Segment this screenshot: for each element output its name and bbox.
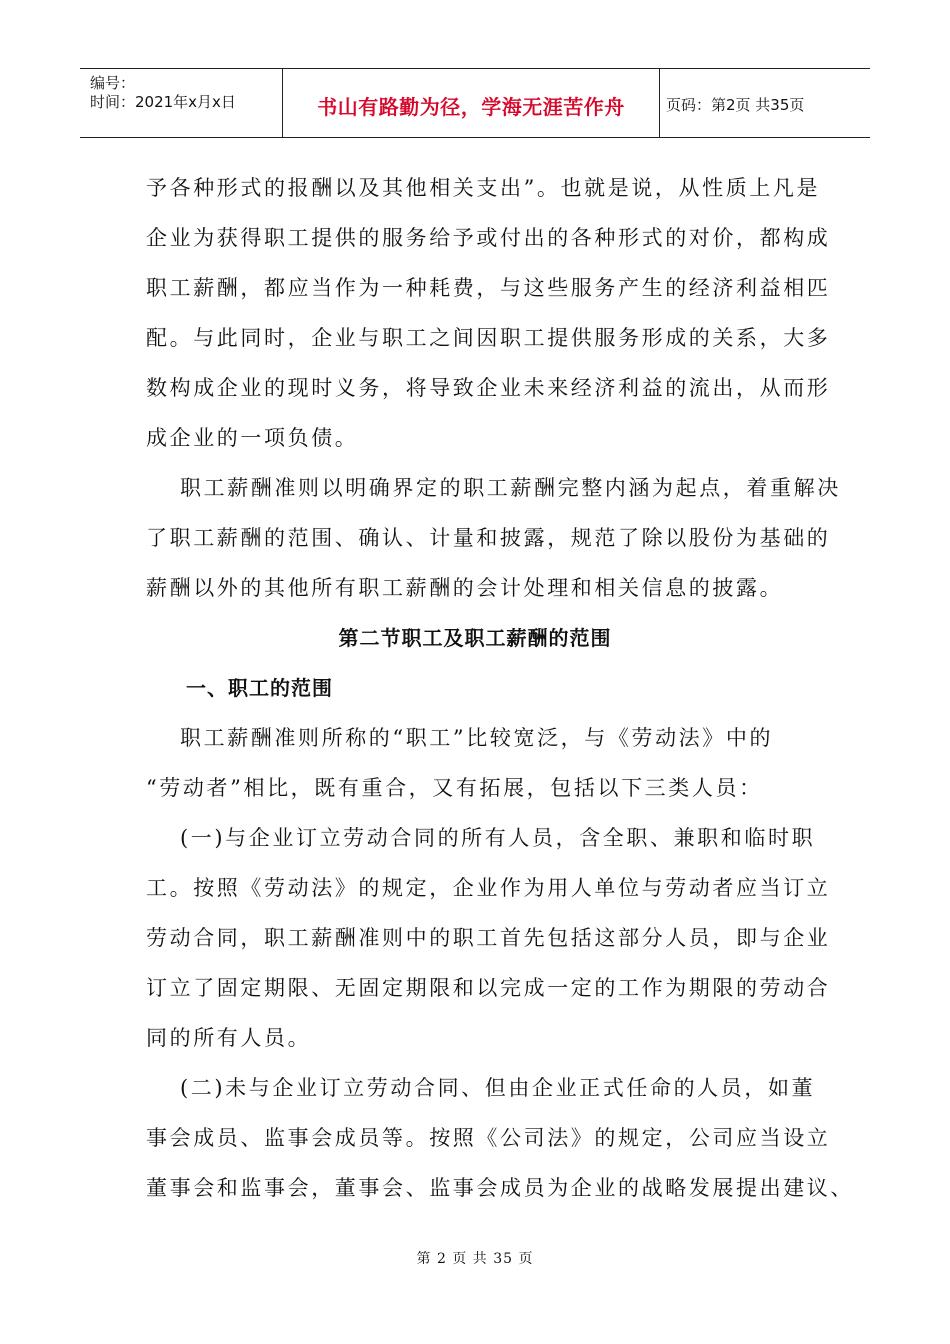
page-footer: 第 2 页 共 35 页 — [416, 1251, 534, 1267]
paragraph-line: 劳动合同，职工薪酬准则中的职工首先包括这部分人员，即与企业 — [146, 926, 831, 950]
paragraph-line: 成企业的一项负债。 — [146, 426, 359, 450]
paragraph-line: (二)未与企业订立劳动合同、但由企业正式任命的人员，如董 — [180, 1076, 816, 1100]
paragraph-line: 职工薪酬准则所称的“职工”比较宽泛，与《劳动法》中的 — [180, 726, 774, 750]
paragraph-line: 数构成企业的现时义务，将导致企业未来经济利益的流出，从而形 — [146, 376, 831, 400]
header-page-cell — [660, 69, 870, 137]
header-info-cell — [80, 69, 283, 137]
paragraph-line: 职工薪酬，都应当作为一种耗费，与这些服务产生的经济利益相匹 — [146, 276, 831, 300]
paragraph-line: 配。与此同时，企业与职工之间因职工提供服务形成的关系，大多 — [146, 326, 831, 350]
header-page-info: 页码：第2页 共35页 — [666, 96, 805, 114]
section-title: 第二节职工及职工薪酬的范围 — [338, 626, 612, 650]
paragraph-line: 事会成员、监事会成员等。按照《公司法》的规定，公司应当设立 — [146, 1126, 831, 1150]
paragraph-line: 同的所有人员。 — [146, 1026, 312, 1050]
paragraph-line: 了职工薪酬的范围、确认、计量和披露，规范了除以股份为基础的 — [146, 526, 831, 550]
paragraph-line: (一)与企业订立劳动合同的所有人员，含全职、兼职和临时职 — [180, 826, 816, 850]
paragraph-line: 职工薪酬准则以明确界定的职工薪酬完整内涵为起点，着重解决 — [180, 476, 841, 500]
subsection-title: 一、职工的范围 — [186, 676, 333, 700]
paragraph-line: 予各种形式的报酬以及其他相关支出”。也就是说，从性质上凡是 — [146, 176, 821, 200]
paragraph-line: 董事会和监事会，董事会、监事会成员为企业的战略发展提出建议、 — [146, 1176, 854, 1200]
paragraph-line: “劳动者”相比，既有重合，又有拓展，包括以下三类人员： — [146, 776, 763, 800]
motto-text: 书山有路勤为径，学海无涯苦作舟 — [317, 95, 625, 119]
paragraph-line: 薪酬以外的其他所有职工薪酬的会计处理和相关信息的披露。 — [146, 576, 784, 600]
document-time-label: 时间：2021年x月x日 — [90, 93, 236, 111]
paragraph-line: 工。按照《劳动法》的规定，企业作为用人单位与劳动者应当订立 — [146, 876, 831, 900]
paragraph-line: 订立了固定期限、无固定期限和以完成一定的工作为期限的劳动合 — [146, 976, 831, 1000]
header-table — [80, 68, 870, 138]
document-number-label: 编号： — [90, 74, 136, 92]
paragraph-line: 企业为获得职工提供的服务给予或付出的各种形式的对价，都构成 — [146, 226, 831, 250]
header-motto-cell — [283, 69, 660, 137]
